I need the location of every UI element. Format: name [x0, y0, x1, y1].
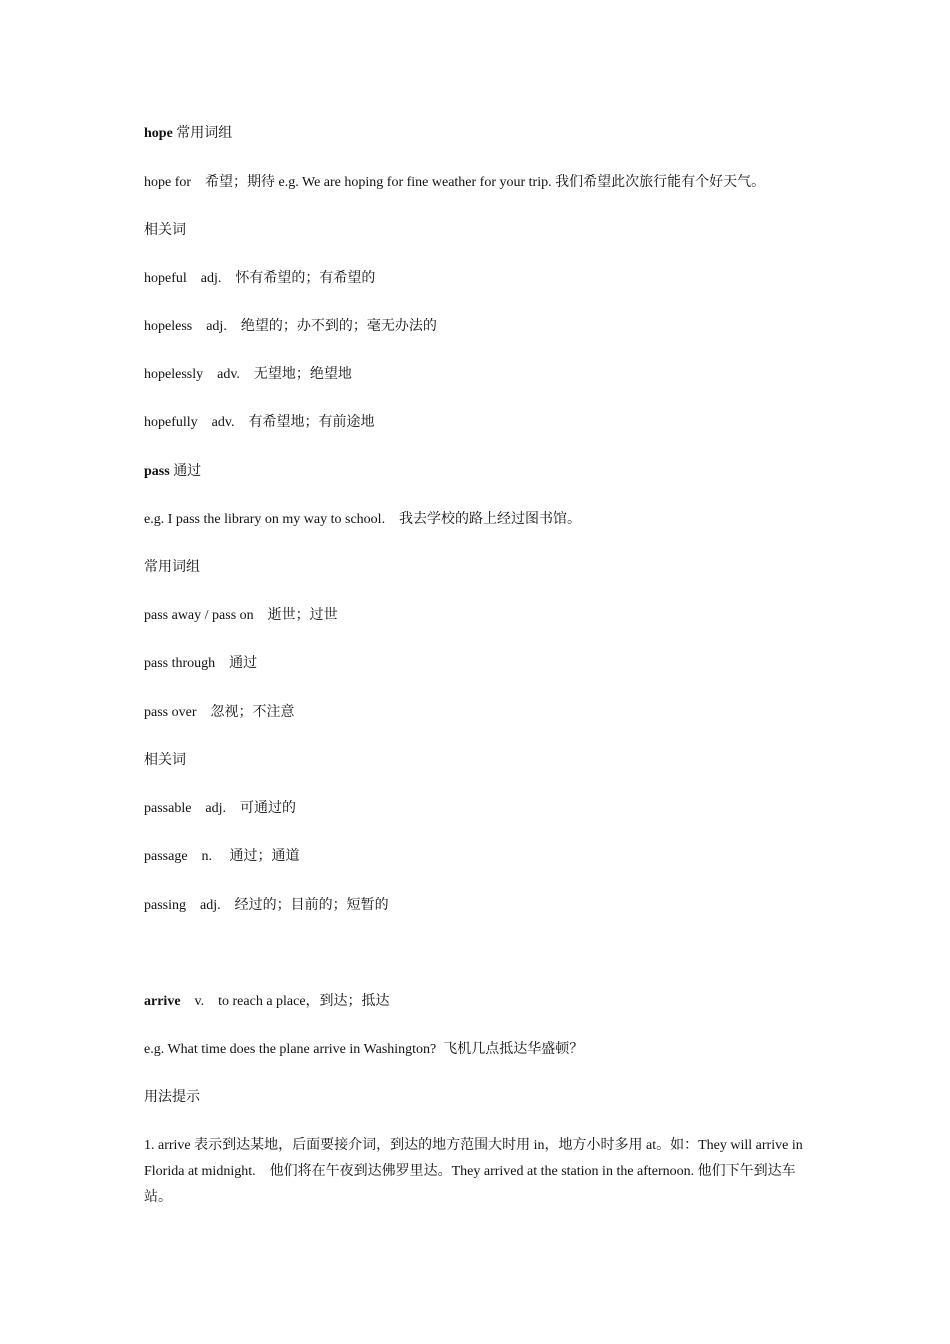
arrive-usage-label: 用法提示	[144, 1090, 200, 1105]
hope-heading	[144, 126, 814, 142]
pass-related-item: passable adj. 可通过的	[144, 801, 297, 816]
pass-heading-word: pass	[144, 464, 170, 479]
pass-phrases-label: 常用词组	[144, 560, 200, 575]
pass-heading-rest: 通过	[169, 464, 202, 479]
arrive-usage-paragraph: 1. arrive 表示到达某地，后面要接介词，到达的地方范围大时用 in，地方小时多用 at。如：They will arrive in Florida at midnight. 他们将在午夜到达佛罗里达。They arrived at the station in the afternoon. 他们下午到达车站。	[144, 1138, 803, 1205]
hope-related-label: 相关词	[144, 223, 186, 238]
hope-for-phrase: hope for 希望；期待 e.g. We are hoping for fine weather for your trip. 我们希望此次旅行能有个好天气。	[144, 175, 766, 190]
pass-phrase-item: pass away / pass on 逝世；过世	[144, 608, 338, 623]
arrive-heading-word: arrive	[144, 994, 181, 1009]
pass-related-item: passing adj. 经过的；目前的；短暂的	[144, 898, 389, 913]
arrive-heading-rest: v. to reach a place，到达；抵达	[180, 994, 390, 1009]
pass-phrase-item: pass through 通过	[144, 656, 258, 671]
pass-related-label: 相关词	[144, 753, 186, 768]
hope-related-item: hopefully adv. 有希望地；有前途地	[144, 415, 375, 430]
hope-heading-rest: 常用词组	[172, 126, 233, 141]
hope-related-item: hopelessly adv. 无望地；绝望地	[144, 367, 352, 382]
hope-related-item: hopeful adj. 怀有希望的；有希望的	[144, 271, 376, 286]
arrive-heading	[144, 994, 814, 1010]
pass-phrase-item: pass over 忽视；不注意	[144, 705, 295, 720]
hope-heading-word: hope	[144, 126, 173, 141]
pass-example: e.g. I pass the library on my way to school. 我去学校的路上经过图书馆。	[144, 512, 582, 527]
pass-heading	[144, 464, 814, 480]
arrive-example: e.g. What time does the plane arrive in Washington? 飞机几点抵达华盛顿？	[144, 1042, 584, 1057]
hope-related-item: hopeless adj. 绝望的；办不到的；毫无办法的	[144, 319, 437, 334]
pass-related-item: passage n. 通过；通道	[144, 849, 300, 864]
